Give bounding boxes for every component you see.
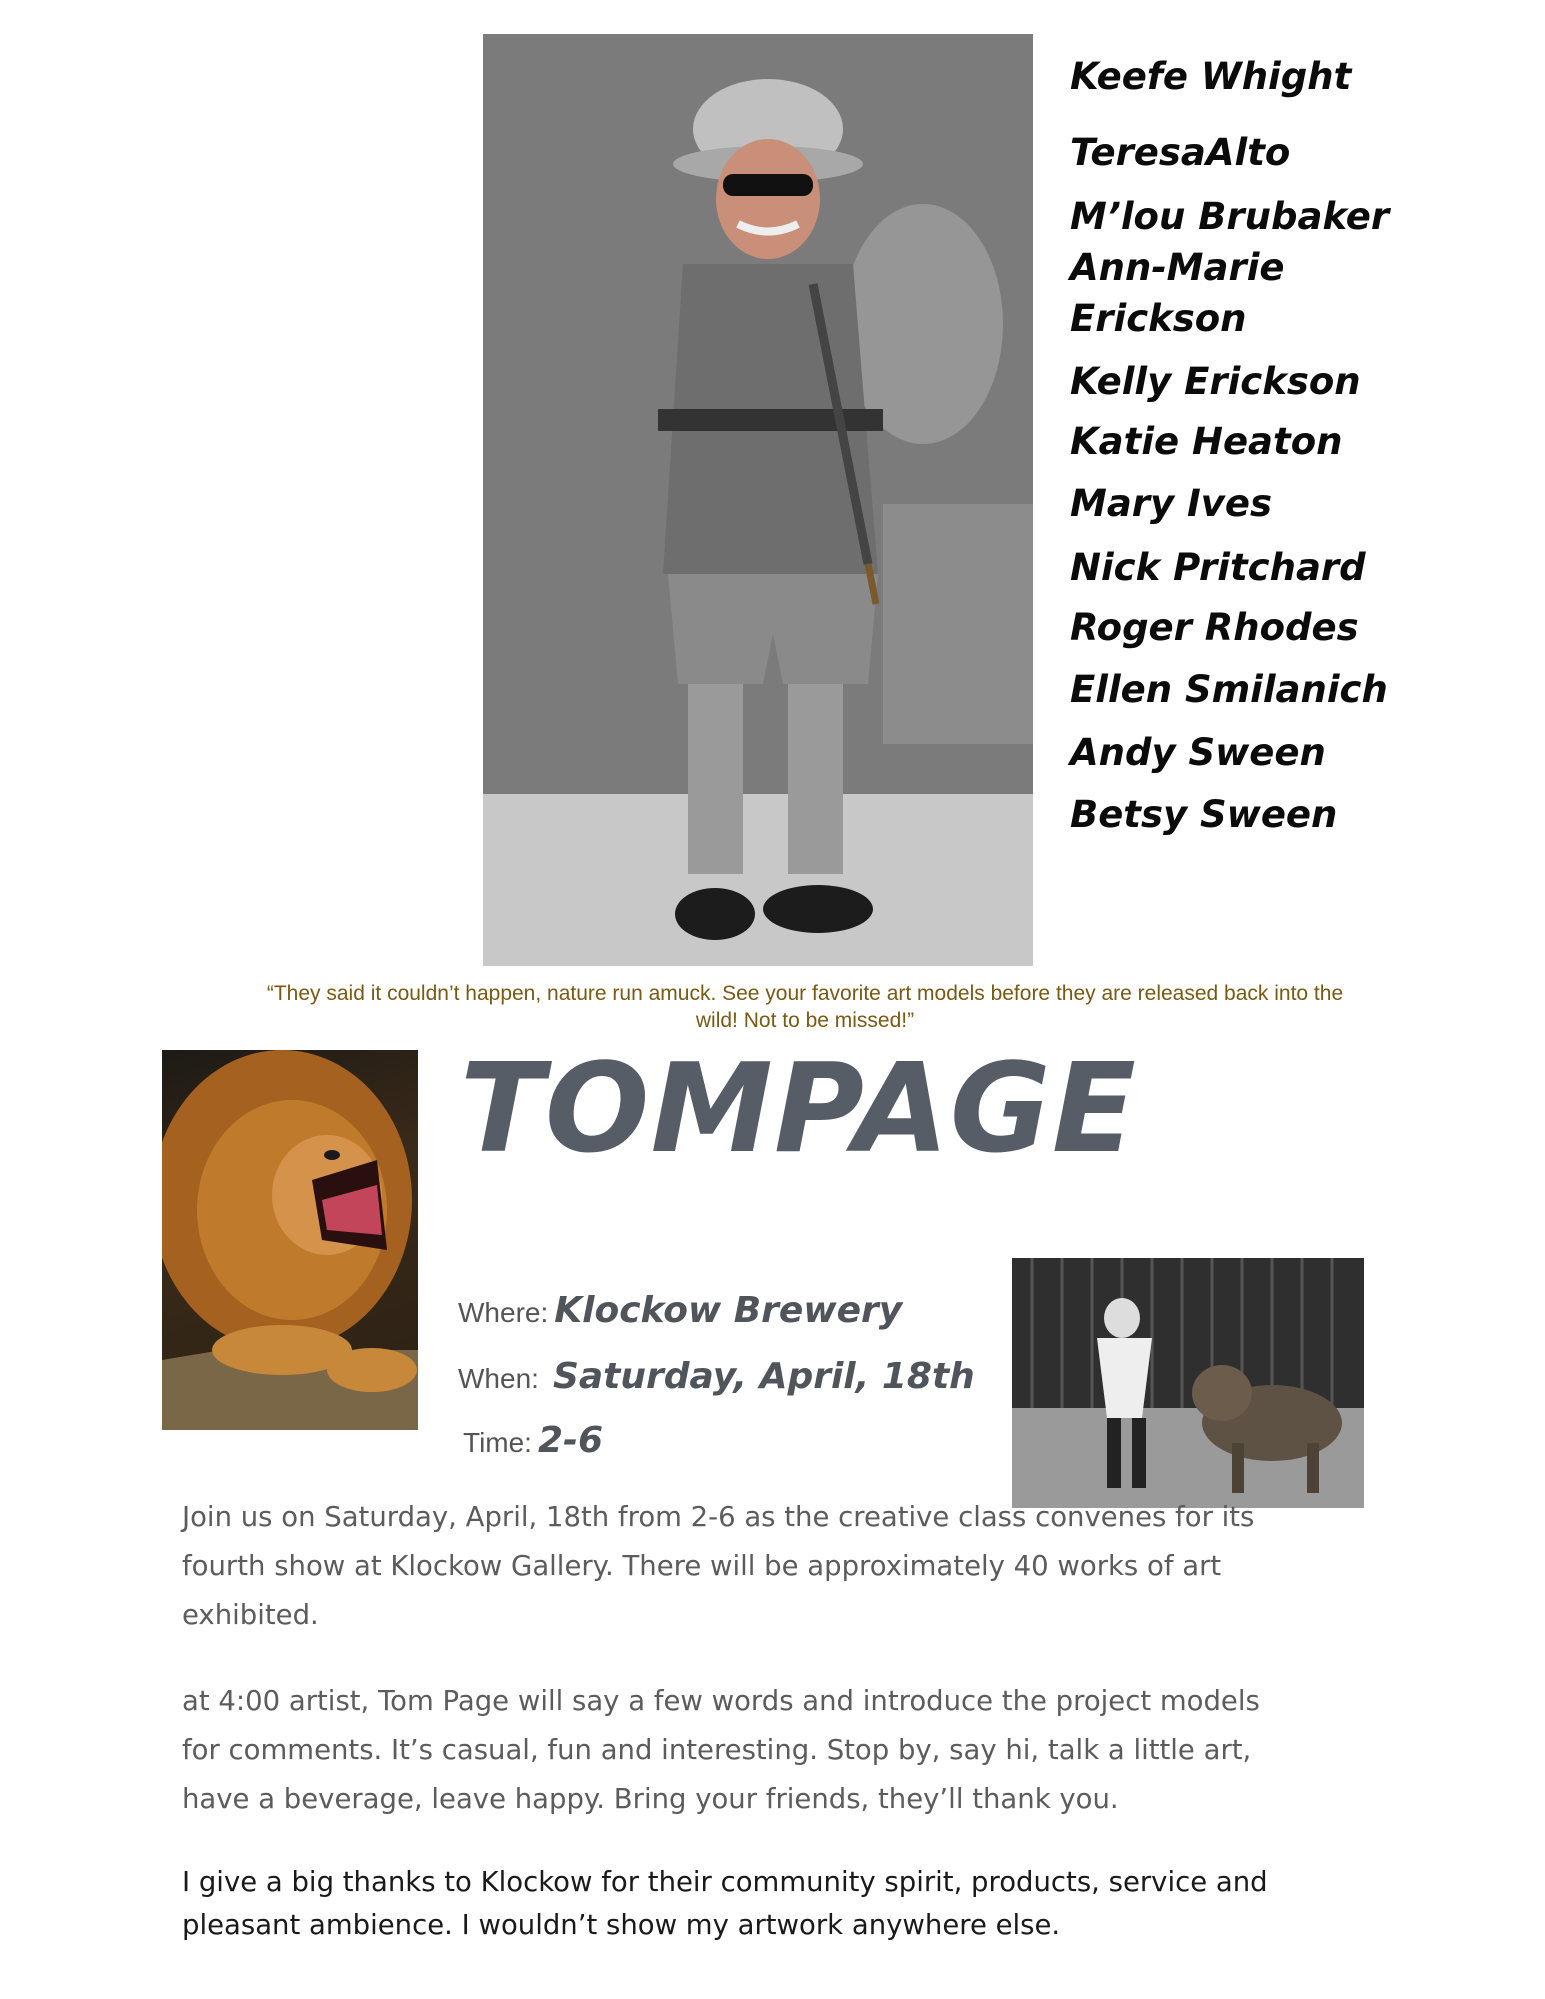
lion-illustration	[162, 1050, 418, 1430]
roaring-lion-photo	[162, 1050, 418, 1430]
artist-name: Nick Pritchard	[1070, 546, 1366, 589]
time-label: Time:	[463, 1427, 532, 1458]
artist-name: Roger Rhodes	[1070, 606, 1359, 649]
artist-name: Katie Heaton	[1070, 420, 1343, 463]
artist-name: Keefe Whight	[1070, 55, 1352, 98]
where-value: Klockow Brewery	[554, 1290, 903, 1331]
promo-quote: “They said it couldn’t happen, nature run amuck. See your favorite art models before they are released back into the wild! Not to be missed!”	[266, 982, 1344, 1032]
artist-name: Ellen Smilanich	[1070, 668, 1388, 711]
when-label: When:	[458, 1363, 539, 1394]
event-when	[458, 1356, 975, 1397]
event-where	[458, 1290, 902, 1331]
when-value: Saturday, April, 18th	[552, 1356, 975, 1397]
explorer-photo	[483, 34, 1033, 966]
explorer-illustration	[483, 34, 1033, 966]
artist-name: TeresaAlto	[1070, 131, 1291, 174]
artist-name: Kelly Erickson	[1070, 360, 1361, 403]
time-value: 2-6	[537, 1420, 604, 1461]
artist-name: Erickson	[1070, 297, 1247, 340]
intro-paragraph: Join us on Saturday, April, 18th from 2-6 as the creative class convenes for its fourth show at Klockow Gallery. There will be approximately 40 works of art exhibited.	[182, 1501, 1255, 1631]
event-time	[463, 1420, 603, 1461]
artist-name: M’lou Brubaker	[1070, 195, 1390, 238]
page-title: TOMPAGE	[460, 1038, 1137, 1181]
lion-tamer-photo	[1012, 1258, 1364, 1508]
artist-name: Ann-Marie	[1070, 246, 1285, 289]
artist-name: Andy Sween	[1070, 731, 1326, 774]
lion-tamer-illustration	[1012, 1258, 1364, 1508]
thanks-paragraph: I give a big thanks to Klockow for their community spirit, products, service and pleasant ambience. I wouldn’t show my artwork anywhere else.	[182, 1866, 1268, 1941]
artist-name: Mary Ives	[1070, 482, 1273, 525]
artist-name: Betsy Sween	[1070, 793, 1338, 836]
schedule-paragraph: at 4:00 artist, Tom Page will say a few words and introduce the project models for comments. It’s casual, fun and interesting. Stop by, say hi, talk a little art, have a beverage, leave happy. Bring your friends, they’ll thank you.	[182, 1685, 1260, 1815]
where-label: Where:	[458, 1297, 549, 1328]
